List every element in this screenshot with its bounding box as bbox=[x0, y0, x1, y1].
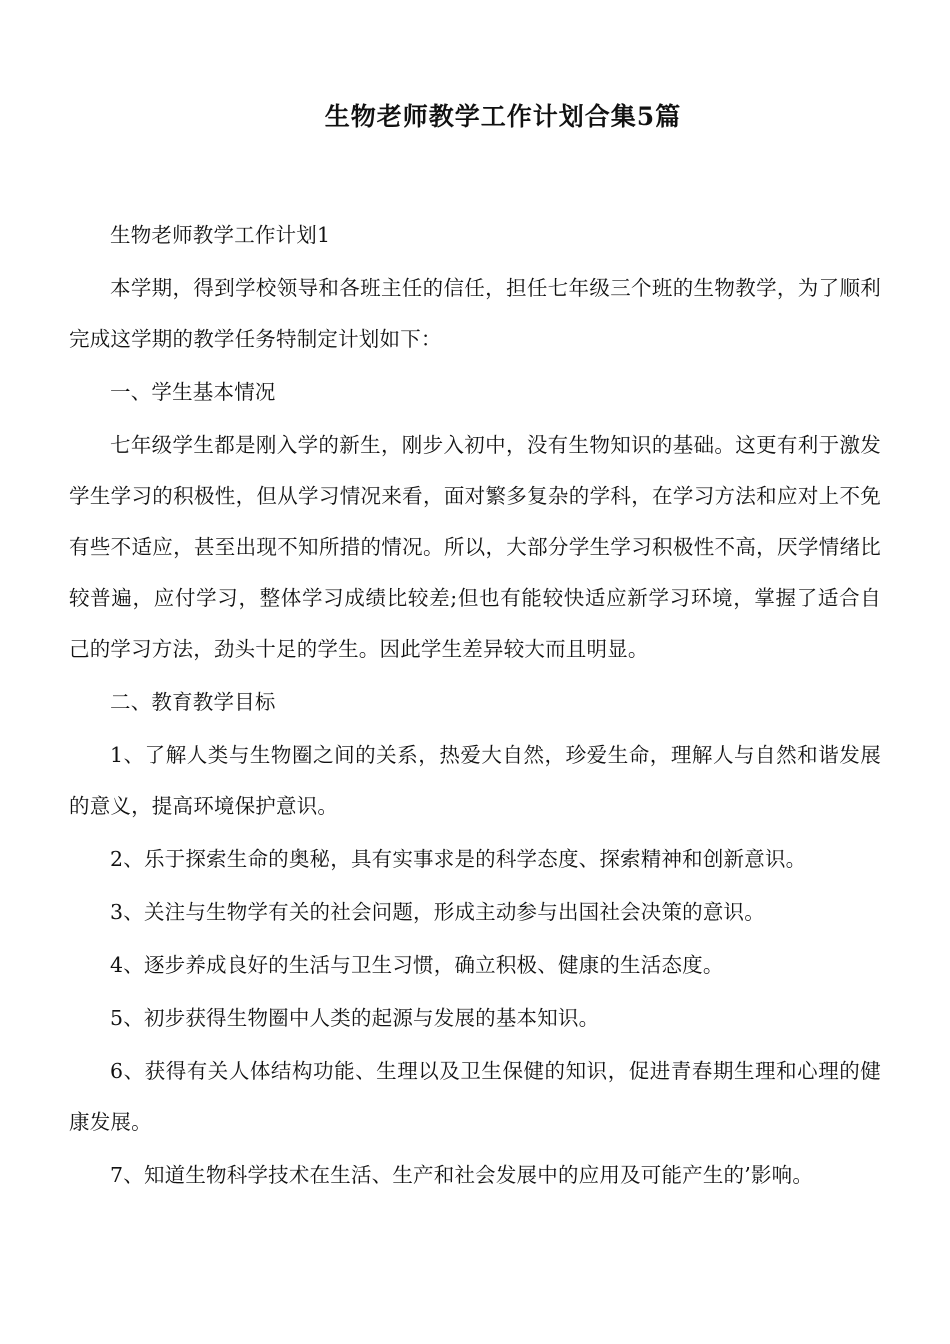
document-title: 生物老师教学工作计划合集5篇 bbox=[324, 102, 682, 131]
goal-item-7: 7、知道生物科学技术在生活、生产和社会发展中的应用及可能产生的’影响。 bbox=[110, 1163, 814, 1187]
goal-item-1: 1、了解人类与生物圈之间的关系，热爱大自然，珍爱生命，理解人与自然和谐发展的意义，提高环境保护意识。 bbox=[69, 743, 881, 818]
section-heading-students: 一、学生基本情况 bbox=[110, 380, 276, 404]
section-heading-goals: 二、教育教学目标 bbox=[110, 690, 276, 714]
goal-item-6: 6、获得有关人体结构功能、生理以及卫生保健的知识，促进青春期生理和心理的健康发展。 bbox=[69, 1059, 881, 1134]
section-heading-plan-1: 生物老师教学工作计划1 bbox=[110, 223, 331, 247]
students-paragraph: 七年级学生都是刚入学的新生，刚步入初中，没有生物知识的基础。这更有利于激发学生学习的积极性，但从学习情况来看，面对繁多复杂的学科，在学习方法和应对上不免有些不适应，甚至出现不知所措的情况。所以，大部分学生学习积极性不高，厌学情绪比较普遍，应付学习，整体学习成绩比较差;但也有能较快适应新学习环境，掌握了适合自己的学习方法，劲头十足的学生。因此学生差异较大而且明显。 bbox=[69, 433, 881, 661]
goal-item-4: 4、逐步养成良好的生活与卫生习惯，确立积极、健康的生活态度。 bbox=[110, 953, 724, 977]
document-body bbox=[69, 210, 881, 1203]
goal-item-3: 3、关注与生物学有关的社会问题，形成主动参与出国社会决策的意识。 bbox=[110, 900, 765, 924]
goal-item-2: 2、乐于探索生命的奥秘，具有实事求是的科学态度、探索精神和创新意识。 bbox=[110, 847, 807, 871]
intro-paragraph: 本学期，得到学校领导和各班主任的信任，担任七年级三个班的生物教学，为了顺利完成这学期的教学任务特制定计划如下： bbox=[69, 276, 881, 351]
goal-item-5: 5、初步获得生物圈中人类的起源与发展的基本知识。 bbox=[110, 1006, 600, 1030]
